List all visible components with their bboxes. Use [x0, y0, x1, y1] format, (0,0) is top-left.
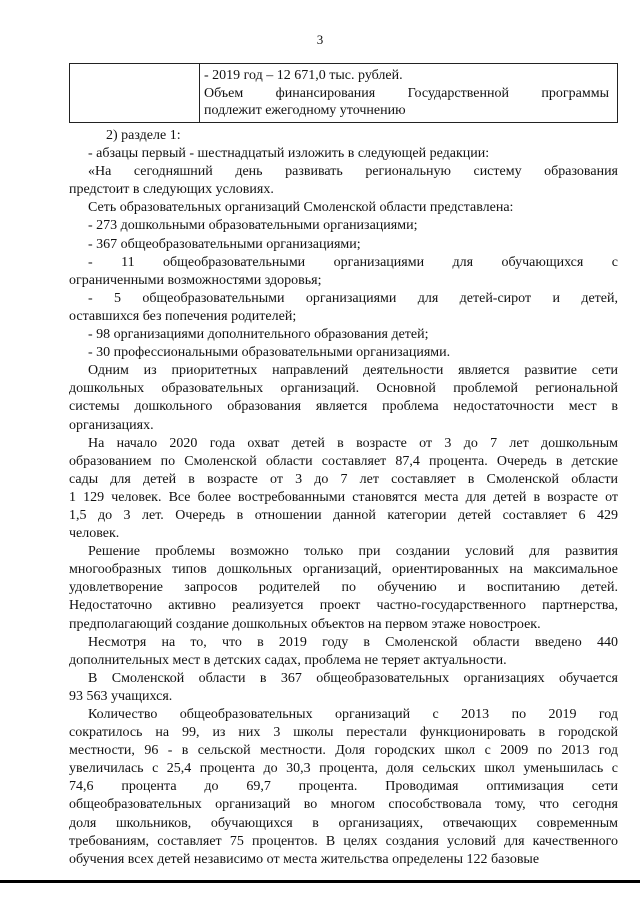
table-cell-line: - 2019 год – 12 671,0 тыс. рублей.	[204, 68, 403, 83]
paragraph-line: Одним из приоритетных направлений деятельности является развитие сети	[88, 363, 618, 379]
paragraph-line: удовлетворение запросов родителей по обучению и воспитанию детей.	[69, 580, 618, 596]
paragraph-line: «На сегодняшний день развивать региональную систему образования	[88, 164, 618, 180]
paragraph-line: На начало 2020 года охват детей в возрасте от 3 до 7 лет дошкольным	[88, 435, 618, 451]
paragraph-line: сократилось на 99, из них 3 школы перестали функционировать в городской	[69, 725, 618, 741]
paragraph-line: дошкольных образовательных организаций. Основной проблемой региональной	[69, 381, 618, 397]
paragraph-line: предстоит в следующих условиях.	[69, 182, 274, 198]
paragraph-line: 1 129 человек. Все более востребованными становятся места для детей в возрасте от	[69, 489, 618, 505]
paragraph-line: требованиям, составляет 75 процентов. В целях создания условий для качественного	[69, 833, 618, 849]
paragraph	[69, 435, 618, 544]
paragraph-line: 93 563 учащихся.	[69, 688, 173, 704]
scan-edge-rule	[0, 880, 640, 883]
table-cell-line: подлежит ежегодному уточнению	[204, 103, 406, 118]
paragraph-line: - 273 дошкольными образовательными организациями;	[88, 218, 418, 234]
paragraph-line: Сеть образовательных организаций Смоленской области представлена:	[88, 200, 514, 216]
paragraph-line: сады для детей в возрасте от 3 до 7 лет составляет в Смоленской области	[69, 471, 618, 487]
paragraph-line: - 367 общеобразовательными организациями;	[88, 236, 361, 252]
paragraph	[69, 362, 618, 434]
paragraph	[69, 706, 618, 869]
paragraph	[69, 254, 618, 290]
paragraph	[69, 543, 618, 633]
paragraph-line: - 11 общеобразовательными организациями для обучающихся с	[88, 254, 618, 270]
paragraph-line: предполагающий создание дошкольных объектов на первом этаже новостроек.	[69, 616, 541, 632]
page-number: 3	[316, 32, 324, 47]
paragraph-line: человек.	[69, 526, 120, 542]
paragraph-line: - 5 общеобразовательными организациями для детей-сирот и детей,	[88, 290, 618, 306]
paragraph	[88, 199, 618, 217]
paragraph	[69, 634, 618, 670]
paragraph-line: Недостаточно активно реализуется проект частно-государственного партнерства,	[69, 598, 618, 614]
paragraph-line: общеобразовательных организаций во многом способствовала тому, что сегодня	[69, 797, 618, 813]
paragraph-line: обучения всех детей независимо от места жительства определены 122 базовые	[69, 851, 540, 867]
paragraph	[88, 344, 618, 362]
paragraph-line: доля школьников, обучающихся в организациях, отвечающих современным	[69, 815, 618, 831]
paragraph-line: 1,5 до 3 лет. Очередь в отношении данной категории детей составляет 6 429	[69, 507, 618, 523]
paragraph	[69, 670, 618, 706]
paragraph-line: В Смоленской области в 367 общеобразовательных организациях обучается	[88, 670, 618, 686]
paragraph-line: - 30 профессиональными образовательными организациями.	[88, 345, 451, 361]
paragraph-line: Несмотря на то, что в 2019 году в Смоленской области введено 440	[88, 634, 618, 650]
paragraph-line: Решение проблемы возможно только при создании условий для развития	[88, 544, 618, 560]
paragraph-line: дополнительных мест в детских садах, проблема не теряет актуальности.	[69, 652, 507, 668]
paragraph-line: увеличилась с 25,4 процента до 30,3 процента, доля сельских школ уменьшилась с	[69, 761, 618, 777]
paragraph	[69, 290, 618, 326]
paragraph	[88, 217, 618, 235]
paragraph	[88, 127, 618, 145]
paragraph-line: системы дошкольного образования является проблема недостаточности мест в	[69, 399, 618, 415]
paragraph	[88, 145, 618, 163]
table-column-divider	[199, 64, 200, 122]
paragraph-line: - 98 организациями дополнительного образования детей;	[88, 327, 429, 343]
paragraph-line: образованием по Смоленской области составляет 87,4 процента. Очередь в детские	[69, 453, 618, 469]
paragraph	[88, 236, 618, 254]
table-cell-line: Объем финансирования Государственной программы	[204, 85, 609, 101]
paragraph-line: Количество общеобразовательных организаций с 2013 по 2019 год	[88, 707, 618, 722]
paragraph-line: организациях.	[69, 417, 154, 433]
paragraph-line: 2) разделе 1:	[106, 128, 181, 143]
paragraph-line: 74,6 процента до 69,7 процента. Проводимая оптимизация сети	[69, 779, 618, 795]
paragraph-line: оставшихся без попечения родителей;	[69, 308, 297, 324]
document-body	[69, 127, 618, 869]
table-fragment	[69, 63, 618, 123]
paragraph-line: многообразных типов дошкольных организаций, ориентированных на максимальное	[69, 562, 618, 578]
paragraph-line: ограниченными возможностями здоровья;	[69, 272, 322, 288]
paragraph-line: - абзацы первый - шестнадцатый изложить в следующей редакции:	[88, 146, 490, 162]
table-cell	[204, 67, 609, 120]
paragraph	[69, 163, 618, 199]
paragraph	[88, 326, 618, 344]
paragraph-line: местности, 96 - в сельской местности. Доля городских школ с 2009 по 2013 год	[69, 743, 618, 759]
